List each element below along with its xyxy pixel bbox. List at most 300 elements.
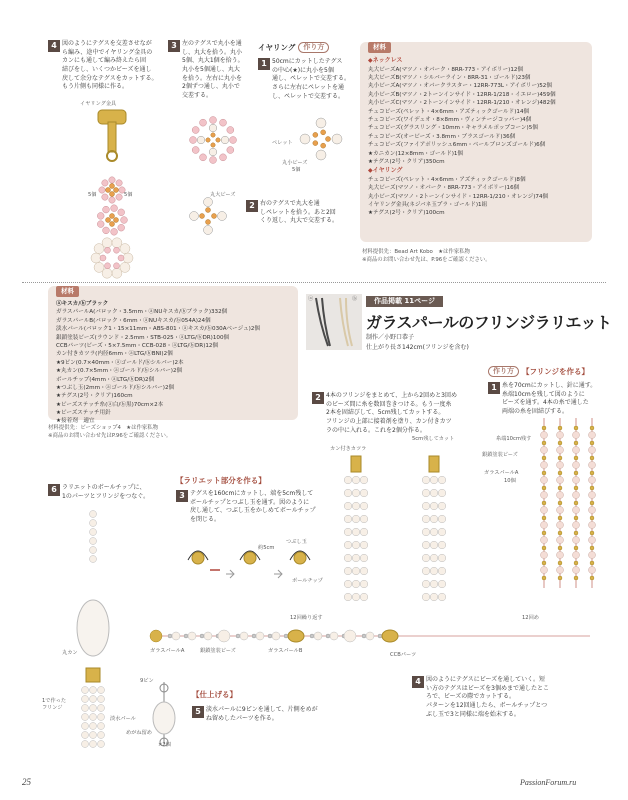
bead [430, 593, 438, 601]
earring-title: イヤリング [258, 42, 296, 52]
materials-bottom-line: ★つぶし玉(2mm・ⓐゴールド/ⓑシルバー)2個 [56, 384, 175, 391]
bead [574, 546, 578, 550]
bead [118, 255, 124, 261]
bead [360, 528, 368, 536]
bead [321, 143, 326, 148]
materials-top-line: 丸小ビーズC(マツノ・2トーンインサイド・12RR-1/210・オレンジ)482個 [368, 100, 556, 107]
lariat-step-3-text: テグスを160cmにカットし、端を5cm残して ボールチップとつぶし玉を通す。図のように 戻し通して、つぶし玉をかしめてボールチップ を閉じる。 [190, 490, 316, 524]
bead [90, 520, 97, 527]
bead [90, 687, 97, 694]
materials-bottom-line: CCBパーツ(ビーズ・5×7.5mm・CCB-028・ⓐLTG/ⓑDR)12個 [56, 342, 219, 349]
step-3-text: 左のテグスで丸小を通 し、丸大を拾う。丸小 5個、丸大1個を拾う。 丸小を5個通し、丸大 を拾う。左右に丸小を 2個ずつ通し、丸小で 交差する。 [182, 40, 244, 100]
bead [344, 593, 352, 601]
bead [360, 502, 368, 510]
fringe-step-1-number: 1 [488, 382, 500, 394]
pellet-label: ペレット [272, 140, 293, 146]
maru-sho-count: 5個 [292, 167, 301, 173]
bead [90, 556, 97, 563]
bead [589, 492, 596, 499]
bead [573, 552, 580, 559]
bead [111, 228, 118, 235]
bead [252, 634, 256, 638]
bead [209, 148, 217, 156]
bead [573, 537, 580, 544]
bead [110, 222, 115, 227]
earring-howto-pill: 作り方 [298, 42, 329, 53]
bead [109, 197, 115, 203]
bead [314, 632, 322, 640]
fringe-bundles [336, 440, 476, 610]
article-title: ガラスパールのフリンジラリエット [366, 313, 612, 332]
bead [589, 477, 596, 484]
bead [206, 220, 211, 225]
repeat12b-label: 12回め [522, 615, 539, 621]
bead [352, 580, 360, 588]
bead [352, 593, 360, 601]
bead [589, 537, 596, 544]
bead [90, 529, 97, 536]
bead [558, 456, 562, 460]
bead [106, 218, 111, 223]
bead [430, 554, 438, 562]
bead [422, 502, 430, 510]
step-3-number: 3 [168, 40, 180, 52]
pin9-label: 9ピン [140, 678, 154, 684]
lariat-step-3-number: 3 [176, 490, 188, 502]
bead [557, 432, 564, 439]
materials-top-line: チェコビーズ(オービーズ・3.8mm・ブラスゴールド)36個 [368, 133, 516, 140]
bead [590, 576, 594, 580]
bead [210, 117, 217, 124]
fringe-howto-pill: 作り方 [488, 366, 519, 377]
freshwater-label: 淡水パール [110, 716, 136, 722]
pattern-ccb-label: CCBパーツ [390, 652, 417, 658]
bead [220, 119, 227, 126]
bead [360, 476, 368, 484]
maru-sho-label: 丸小ビーズ [282, 160, 308, 166]
bead [590, 516, 594, 520]
bead [360, 580, 368, 588]
materials-bottom-line: ⓐキスカ/ⓑブラック [56, 301, 109, 307]
bead [82, 732, 89, 739]
bead [360, 515, 368, 523]
pattern-pearl-a-label: ガラスパールA [150, 648, 185, 654]
bead [438, 528, 446, 536]
bead [102, 194, 108, 200]
bead [438, 515, 446, 523]
bead [90, 732, 97, 739]
bead [438, 554, 446, 562]
bead [192, 127, 199, 134]
bead [344, 502, 352, 510]
article-size: 仕上がり長さ142cm(フリンジを含む) [366, 344, 469, 351]
bead [90, 511, 97, 518]
photo-b-label: ⓑ [352, 296, 358, 302]
bead [430, 580, 438, 588]
bead [573, 447, 580, 454]
bead [344, 630, 356, 642]
bead [216, 138, 220, 142]
bead [438, 541, 446, 549]
bead [422, 476, 430, 484]
step-4-text: 図のようにテグスを交差させなが ら編み、途中でイヤリング金具の カンにも通して編み終えたら固 結びをし、いくつかビーズを通し 戻して余分なテグスをカットする。 もう片側も同様に作る。 [62, 40, 158, 91]
bead [558, 516, 562, 520]
bead [362, 634, 366, 638]
five-a-label: 5個 [88, 192, 97, 198]
materials-bottom-line: 淡水パール(バロック1・15×11mm・ABS-801・ⓐキスカ/ⓑ030Aベージュ)2個 [56, 326, 261, 333]
bead [114, 247, 120, 253]
step3-diagram [178, 110, 248, 170]
bead [111, 205, 118, 212]
bead [102, 180, 108, 186]
bead [344, 567, 352, 575]
finish-heading: 【仕上げる】 [192, 690, 237, 699]
step-6-text: ラリエットのボールチップに、 1のパーツとフリンジをつなぐ。 [62, 484, 150, 500]
materials-top-line: 丸小ビーズA(マツノ・オパークラスター・12RR-773L・アイボリー)52個 [368, 83, 552, 90]
bead [589, 522, 596, 529]
materials-top-section-head: ◆ネックレス [368, 57, 403, 64]
fringe-strands [536, 418, 606, 598]
pattern-pearl-b-label: ガラスパールB [268, 648, 303, 654]
bead [344, 541, 352, 549]
bead [112, 268, 122, 278]
bead [210, 157, 217, 164]
bead [558, 546, 562, 550]
bead [212, 214, 217, 219]
fringe-step-1-text: 糸を70cmにカットし、針に通す。 糸端10cmを残して図のように ビーズを通す。4本の糸で通した 両端の糸を固結びする。 [502, 382, 597, 416]
five-b-label: 5個 [124, 192, 133, 198]
materials-top-line: 丸大ビーズ(マツノ・オパーク・8RR-773・アイボリー)16個 [368, 185, 520, 192]
bead [97, 212, 104, 219]
materials-top-line: チェコビーズ(グラスリング・10mm・キャラメルポップコーン)5個 [368, 125, 538, 132]
bead [422, 541, 430, 549]
step2-diagram [178, 196, 238, 236]
bead [438, 476, 446, 484]
materials-bottom-label: 材料 [56, 286, 79, 297]
materials-bottom-line: ★ビーズステッチ糸(ⓐ白/ⓑ黒)70cm×2本 [56, 401, 164, 408]
bead [272, 632, 280, 640]
bead [589, 447, 596, 454]
bead [204, 226, 213, 235]
materials-top-line: ★テグス(2号・クリア)100cm [368, 210, 445, 217]
bead [422, 515, 430, 523]
bead [200, 634, 204, 638]
bead [557, 537, 564, 544]
bead [590, 501, 594, 505]
bead [344, 489, 352, 497]
bead [352, 554, 360, 562]
bead [118, 209, 125, 216]
bead [542, 486, 546, 490]
bead [557, 522, 564, 529]
bead [82, 687, 89, 694]
bead [541, 522, 548, 529]
end10-label: 糸端10cm残す [496, 436, 532, 442]
maru-dai-label: 丸大ビーズ [210, 192, 236, 198]
bead [211, 133, 215, 137]
bead [218, 630, 230, 642]
bead [430, 502, 438, 510]
bead [344, 554, 352, 562]
bead [110, 192, 115, 197]
materials-bottom-line: カン付きカツラ(内径6mm・ⓐLTG/ⓑBNI)2個 [56, 351, 173, 358]
materials-top-section-head: ◆イヤリング [368, 167, 403, 175]
marukan-label: 丸カン [62, 650, 78, 656]
bead [574, 441, 578, 445]
katsura-cap [351, 456, 361, 472]
bead [91, 253, 101, 263]
materials-top-line: 丸小ビーズB(マツノ・2トーンインサイド・12RR-1/218・イエロー)459個 [368, 91, 556, 98]
bead [230, 137, 237, 144]
bead [541, 462, 548, 469]
ten-count-label: 10個 [504, 478, 516, 484]
materials-top-line: チェコビーズ(ペレット・4×6mm・アズティックゴールド)14個 [368, 108, 530, 115]
materials-bottom-line: ★9ピン(0.7×40mm・ⓐゴールド/ⓑシルバー)2本 [56, 359, 184, 366]
bead [82, 714, 89, 721]
bead [438, 489, 446, 497]
bead [105, 263, 111, 269]
step-6-number: 6 [48, 484, 60, 496]
bead [541, 507, 548, 514]
bead [557, 477, 564, 484]
freshwater-pearl [77, 600, 109, 656]
materials-top-note: 材料提供先：Bead Art Kobo ★は作家私物 ※商品のお問い合わせ先は、P.96をご確認ください。 [362, 249, 491, 264]
materials-bottom-line: ガラスパールB(バロック・6mm・ⓐNUキスカ/ⓑ054A)24個 [56, 317, 211, 324]
bead [558, 561, 562, 565]
bead [190, 212, 199, 221]
bead [200, 214, 205, 219]
bead [542, 561, 546, 565]
bead [352, 489, 360, 497]
bead [188, 632, 196, 640]
bead [220, 154, 227, 161]
materials-bottom-line: ★丸カン(0.7×5mm・ⓐゴールド/ⓑシルバー)2個 [56, 368, 183, 375]
bead [98, 741, 105, 748]
bead [326, 137, 331, 142]
bead [321, 130, 326, 135]
bead [172, 632, 180, 640]
bead [110, 214, 115, 219]
pattern-silver-label: 銀鎖塗装ビーズ [200, 648, 236, 654]
step-4-number: 4 [48, 40, 60, 52]
repeat12-label: 12回繰り返す [290, 615, 323, 621]
bead [332, 134, 342, 144]
bead [589, 507, 596, 514]
bead [114, 218, 119, 223]
bead [590, 426, 594, 430]
bead [106, 188, 111, 193]
bead [438, 567, 446, 575]
bead [310, 634, 314, 638]
step-1-text: 50cmにカットしたテグス の中心(★)に丸小を5個 通し、ペレットで交差する。 さらに左右にペレットを通 し、ペレットで交差する。 [272, 58, 350, 100]
bead [114, 263, 120, 269]
pearl-a-10-label: ガラスパールA [484, 470, 519, 476]
bead [344, 515, 352, 523]
bead [82, 696, 89, 703]
bead [114, 188, 119, 193]
bead [240, 632, 248, 640]
materials-top-line: 丸大ビーズB(マツノ・シルバーライン・8RR-31・ゴールド)23個 [368, 74, 531, 81]
lariat-part-heading: 【ラリエット部分を作る】 [176, 476, 266, 485]
freshwater-pearl-diagram [144, 680, 184, 750]
bead [98, 687, 105, 694]
finish-step-5-number: 5 [192, 706, 204, 718]
bead [352, 541, 360, 549]
ballchip-label: ボールチップ [292, 578, 323, 584]
bead [422, 528, 430, 536]
bead [227, 127, 234, 134]
bead [542, 426, 546, 430]
bead [589, 462, 596, 469]
bead [422, 567, 430, 575]
bead [116, 180, 122, 186]
bead [90, 547, 97, 554]
cut5-label: 5cm残してカット [412, 436, 455, 442]
materials-bottom-line: 銀鎖塗装ビーズ(ラウンド・2.5mm・STB-025・ⓐLTG/ⓑDR)100個 [56, 334, 230, 341]
bead [90, 714, 97, 721]
bead [573, 492, 580, 499]
bead [97, 221, 104, 228]
bead [557, 552, 564, 559]
step-2-number: 2 [246, 200, 258, 212]
bead [589, 432, 596, 439]
bead [590, 456, 594, 460]
bead [574, 531, 578, 535]
bead [422, 489, 430, 497]
bead [352, 515, 360, 523]
bead [557, 462, 564, 469]
bead [541, 537, 548, 544]
silver-bead-label: 銀鎖塗装ビーズ [482, 452, 518, 458]
bead [313, 132, 318, 137]
materials-top-line: ★カニカン(12×8mm・ゴールド)1個 [368, 150, 464, 157]
bead [227, 147, 234, 154]
materials-top-line: ★テグス(2号・クリア)350cm [368, 158, 445, 165]
bead [110, 184, 115, 189]
bead [573, 522, 580, 529]
katsura-cap [429, 456, 439, 472]
bead [316, 150, 326, 160]
bead [366, 632, 374, 640]
bead [590, 486, 594, 490]
bead [558, 501, 562, 505]
earring-heading [258, 42, 329, 53]
materials-bottom-note: 材料提供先：ビーズショップ4 ★は作家私物 ※商品のお問い合わせ先はP.96をご確認ください。 [48, 425, 172, 440]
materials-top-line: イヤリング金具(ネジバネ玉プラ・ゴールド)1組 [368, 202, 488, 209]
step1-diagram [294, 112, 348, 166]
bead [99, 187, 105, 193]
bead [542, 516, 546, 520]
bead [184, 634, 188, 638]
bead [102, 238, 112, 248]
bead [352, 528, 360, 536]
photo-a-label: ⓐ [308, 296, 314, 302]
bead [422, 593, 430, 601]
bead [574, 501, 578, 505]
materials-bottom-list [56, 300, 296, 426]
bead [352, 502, 360, 510]
bead [123, 253, 133, 263]
bead [430, 489, 438, 497]
bead [90, 538, 97, 545]
bead [378, 634, 382, 638]
page-number: 25 [22, 777, 31, 787]
finish-step-5-text: 淡水パールに9ピンを通して、片側をめが ね留めしたパーツを作る。 [206, 706, 318, 722]
bead [209, 124, 217, 132]
bead [82, 741, 89, 748]
bead [541, 432, 548, 439]
bead [590, 531, 594, 535]
tsubushi-label: つぶし玉 [286, 539, 307, 545]
bead [150, 630, 162, 642]
watermark: PassionForum.ru [520, 778, 577, 787]
bead [352, 567, 360, 575]
bead [98, 696, 105, 703]
bead [542, 456, 546, 460]
bead [218, 212, 227, 221]
bead [256, 632, 264, 640]
bead [352, 476, 360, 484]
bead [573, 462, 580, 469]
bead [422, 580, 430, 588]
article-maker: 制作／小野口恭子 [366, 334, 415, 341]
bead [430, 528, 438, 536]
bead [211, 143, 215, 147]
fringe-step-2-number: 2 [312, 392, 324, 404]
bead [558, 531, 562, 535]
bead [430, 541, 438, 549]
bead [200, 154, 207, 161]
bead [313, 141, 318, 146]
step-2-text: 右のテグスで丸大を通 しペレットを拾う。あと2回 くり返し、丸大で交差する。 [260, 200, 339, 225]
bead [438, 593, 446, 601]
fringe-heading-title: 【フリンジを作る】 [522, 366, 590, 376]
bead [98, 732, 105, 739]
bead [589, 567, 596, 574]
bead [197, 136, 205, 144]
bead [268, 634, 272, 638]
fringe-step-2-text: 4本のフリンジをまとめて、上から2回めと3回め のビーズ間に糸を数回巻きつける。もう一度糸 2本を固結びして、5cm残してカットする。 フリンジの上部に接着剤を塗り、カン付きカツ ラの中に入れる。これを2個分作る。 [326, 392, 457, 434]
bead [204, 198, 213, 207]
pattern-step-4-number: 4 [412, 676, 424, 688]
bead [82, 705, 89, 712]
dia5-label: 約5cm [258, 545, 275, 551]
bead [574, 576, 578, 580]
ccb-part [382, 630, 398, 642]
materials-top-line: チェコビーズ(ファイアポリッシュ6mm・ベールブロンズゴールド)6個 [368, 142, 546, 149]
bead [221, 136, 229, 144]
bead [360, 593, 368, 601]
step-1-number: 1 [258, 58, 270, 70]
earring-fitting-label: イヤリング金具 [80, 101, 117, 107]
bead [430, 476, 438, 484]
bead [300, 134, 310, 144]
bead [118, 224, 125, 231]
bead [90, 696, 97, 703]
bead [109, 177, 115, 183]
materials-top-line: 丸小ビーズ(マツノ・2トーンインサイド・12RR-1/210・オレンジ)74個 [368, 193, 549, 200]
bead [590, 441, 594, 445]
bead [541, 477, 548, 484]
pattern-step-4-text: 図のようにテグスにビーズを通していく。短 い方のテグスはビーズを3個めまで通したとこ ろで、ビーズの際でカットする。 パターンを12回通したら、ボールチップとつ ぶし玉で3と同様に端を始末する。 [426, 676, 549, 718]
bead [558, 441, 562, 445]
bead [574, 486, 578, 490]
bead [94, 262, 104, 272]
katsura-cap [86, 668, 100, 682]
bead [344, 580, 352, 588]
bead [360, 554, 368, 562]
made1-label: 1で作った フリンジ [42, 698, 67, 712]
